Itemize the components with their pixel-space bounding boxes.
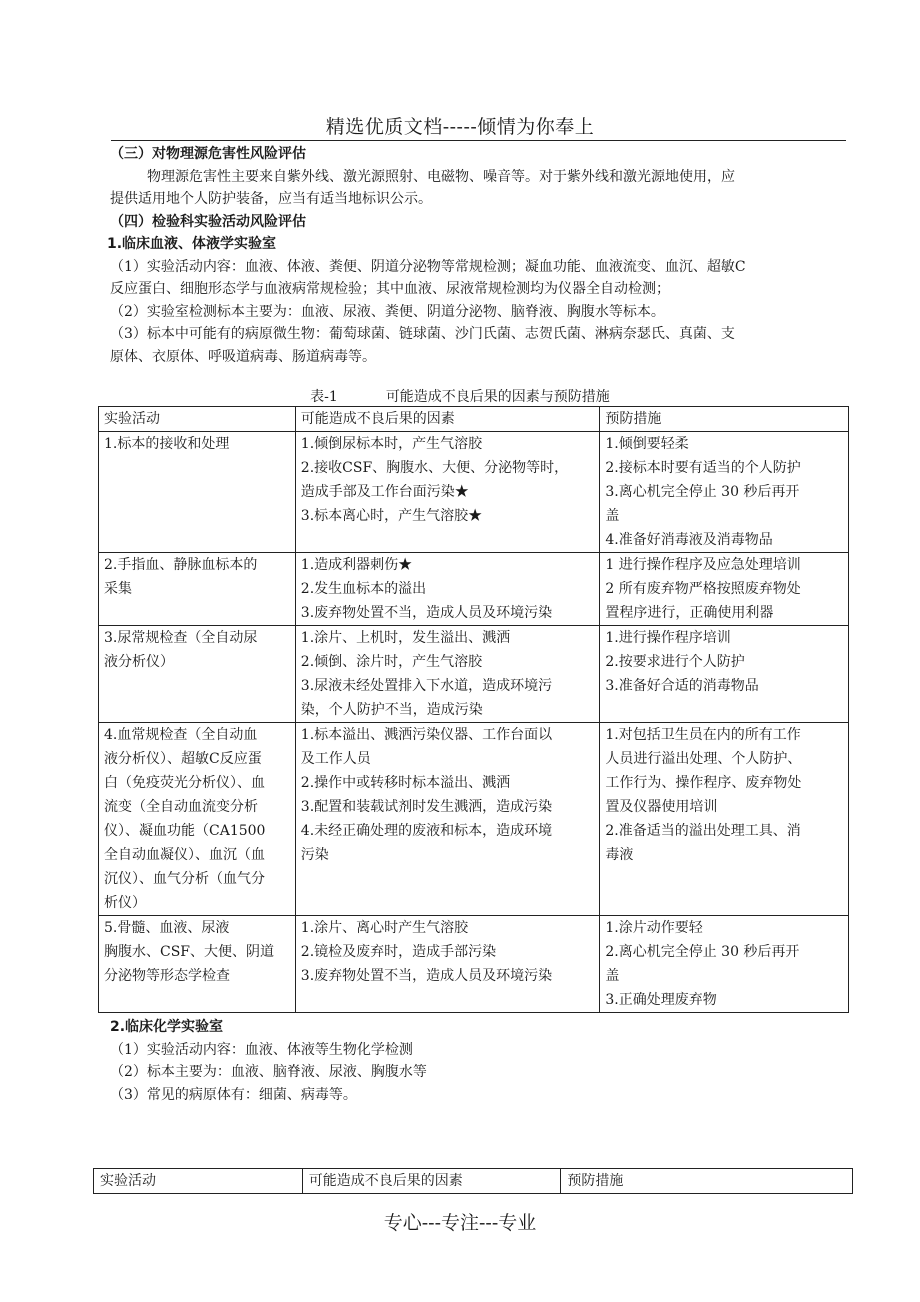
cell-line: 1.涂片、离心时产生气溶胶 — [300, 920, 469, 936]
cell-line: 胸腹水、CSF、大便、阴道 — [104, 944, 275, 960]
cell-line: 分泌物等形态学检查 — [104, 968, 230, 984]
cell-line: 1.标本的接收和处理 — [104, 436, 230, 452]
measures-cell — [600, 723, 849, 916]
cell-line: 2.按要求进行个人防护 — [605, 654, 745, 670]
risk-table — [98, 406, 849, 1013]
activity-cell — [99, 553, 296, 626]
cell-line: 人员进行溢出处理、个人防护、 — [605, 751, 802, 767]
chemistry-table — [93, 1168, 853, 1194]
activity-cell — [99, 432, 296, 553]
cell-line: 2.准备适当的溢出处理工具、消 — [605, 823, 801, 839]
chem-item1: （1）实验活动内容：血液、体液等生物化学检测 — [110, 1041, 413, 1058]
cell-line: 4.血常规检查（全自动血 — [104, 727, 258, 743]
cell-line: 1.进行操作程序培训 — [605, 630, 731, 646]
page-header-title: 精选优质文档-----倾情为你奉上 — [325, 116, 595, 138]
cell-line: 及工作人员 — [300, 751, 371, 767]
cell-line: 1.倾倒尿标本时，产生气溶胶 — [300, 436, 483, 452]
table2-header-row — [94, 1169, 853, 1194]
cell-line: 置程序进行，正确使用利器 — [605, 605, 774, 621]
cell-line: 1.对包括卫生员在内的所有工作 — [605, 727, 801, 743]
table-row — [99, 723, 849, 916]
cell-line: 1.造成利器刺伤★ — [300, 557, 413, 573]
cell-line: 2.发生血标本的溢出 — [300, 581, 427, 597]
cell-line: 毒液 — [605, 847, 634, 863]
header-factors: 可能造成不良后果的因素 — [295, 407, 600, 432]
cell-line: 液分析仪） — [104, 654, 174, 670]
subsection1-heading: 1.临床血液、体液学实验室 — [107, 236, 277, 252]
main-content — [107, 143, 850, 368]
cell-line: 4.未经正确处理的废液和标本，造成环境 — [300, 823, 553, 839]
factors-cell — [295, 553, 600, 626]
cell-line: 2.倾倒、涂片时，产生气溶胶 — [300, 654, 483, 670]
header-rule — [111, 140, 846, 141]
section3-paragraph-line2: 提供适用地个人防护装备，应当有适当地标识公示。 — [110, 191, 432, 207]
cell-line: 1 进行操作程序及应急处理培训 — [605, 557, 801, 573]
factors-cell — [295, 626, 600, 723]
header-activity: 实验活动 — [99, 407, 296, 432]
cell-line: 3.准备好合适的消毒物品 — [605, 678, 759, 694]
cell-line: 污染 — [300, 847, 329, 863]
item1-line1: （1）实验活动内容：血液、体液、粪便、阴道分泌物等常规检测；凝血功能、血液流变、血沉、超敏C — [110, 258, 746, 275]
table-header-row — [99, 407, 849, 432]
chemistry-section — [110, 1016, 850, 1106]
table-row — [99, 432, 849, 553]
cell-line: 2.接标本时要有适当的个人防护 — [605, 460, 801, 476]
cell-line: 液分析仪）、超敏C反应蛋 — [104, 751, 262, 767]
measures-cell — [600, 432, 849, 553]
cell-line: 3.配置和装载试剂时发生溅洒，造成污染 — [300, 799, 553, 815]
cell-line: 2.接收CSF、胸腹水、大便、分泌物等时， — [300, 460, 569, 476]
measures-cell — [600, 916, 849, 1013]
cell-line: 全自动血凝仪）、血沉（血 — [104, 847, 265, 863]
table2-header-measures: 预防措施 — [561, 1169, 853, 1194]
cell-line: 5.骨髓、血液、尿液 — [104, 920, 230, 936]
cell-line: 工作行为、操作程序、废弃物处 — [605, 775, 802, 791]
cell-line: 3.标本离心时，产生气溶胶★ — [300, 508, 483, 524]
section3-paragraph-line1: 物理源危害性主要来自紫外线、激光源照射、电磁物、噪音等。对于紫外线和激光源地使用，应 — [147, 168, 735, 185]
cell-line: 1.倾倒要轻柔 — [605, 436, 689, 452]
cell-line: 析仪） — [104, 895, 146, 911]
cell-line: 2 所有废弃物严格按照废弃物处 — [605, 581, 801, 597]
cell-line: 造成手部及工作台面污染★ — [300, 484, 469, 500]
cell-line: 盖 — [605, 968, 620, 984]
cell-line: 4.准备好消毒液及消毒物品 — [605, 532, 773, 548]
factors-cell — [295, 916, 600, 1013]
cell-line: 2.手指血、静脉血标本的 — [104, 557, 258, 573]
item3-line1: （3）标本中可能有的病原微生物：葡萄球菌、链球菌、沙门氏菌、志贺氏菌、淋病奈瑟氏、真菌、支 — [110, 326, 735, 342]
table2-header-activity: 实验活动 — [94, 1169, 303, 1194]
table-row — [99, 553, 849, 626]
cell-line: 1.涂片、上机时，发生溢出、溅洒 — [300, 630, 511, 646]
activity-cell — [99, 916, 296, 1013]
subsection2-heading: 2.临床化学实验室 — [110, 1019, 224, 1035]
table1-caption — [0, 386, 920, 406]
cell-line: 置及仪器使用培训 — [605, 799, 718, 815]
chem-item2: （2）标本主要为：血液、脑脊液、尿液、胸腹水等 — [110, 1064, 427, 1080]
cell-line: 仪）、凝血功能（CA1500 — [104, 823, 266, 839]
item1-line2: 反应蛋白、细胞形态学与血液病常规检验；其中血液、尿液常规检测均为仪器全自动检测； — [110, 281, 670, 297]
table-row — [99, 916, 849, 1013]
factors-cell — [295, 723, 600, 916]
cell-line: 2.操作中或转移时标本溢出、溅洒 — [300, 775, 511, 791]
table-row — [99, 626, 849, 723]
cell-line: 染，个人防护不当，造成污染 — [300, 702, 483, 718]
table2-header-factors: 可能造成不良后果的因素 — [302, 1169, 561, 1194]
cell-line: 1.标本溢出、溅洒污染仪器、工作台面以 — [300, 727, 553, 743]
factors-cell — [295, 432, 600, 553]
measures-cell — [600, 553, 849, 626]
table1-caption-number: 表-1 — [310, 389, 338, 405]
cell-line: 1.涂片动作要轻 — [605, 920, 703, 936]
cell-line: 盖 — [605, 508, 620, 524]
cell-line: 白（免疫荧光分析仪）、血 — [104, 775, 265, 791]
cell-line: 3.尿常规检查（全自动尿 — [104, 630, 258, 646]
activity-cell — [99, 626, 296, 723]
cell-line: 2.离心机完全停止 30 秒后再开 — [605, 944, 800, 960]
cell-line: 3.废弃物处置不当，造成人员及环境污染 — [300, 605, 553, 621]
header-measures: 预防措施 — [600, 407, 849, 432]
measures-cell — [600, 626, 849, 723]
section3-heading: （三）对物理源危害性风险评估 — [110, 146, 306, 162]
cell-line: 3.废弃物处置不当，造成人员及环境污染 — [300, 968, 553, 984]
cell-line: 2.镜检及废弃时，造成手部污染 — [300, 944, 497, 960]
section4-heading: （四）检验科实验活动风险评估 — [110, 213, 306, 230]
item2: （2）实验室检测标本主要为：血液、尿液、粪便、阴道分泌物、脑脊液、胸腹水等标本。 — [110, 303, 665, 320]
item3-line2: 原体、衣原体、呼吸道病毒、肠道病毒等。 — [110, 348, 376, 365]
cell-line: 采集 — [104, 581, 132, 597]
cell-line: 流变（全自动血流变分析 — [104, 799, 258, 815]
cell-line: 3.尿液未经处置排入下水道，造成环境污 — [300, 678, 553, 694]
cell-line: 沉仪）、血气分析（血气分 — [104, 871, 265, 887]
activity-cell — [99, 723, 296, 916]
chem-item3: （3）常见的病原体有：细菌、病毒等。 — [110, 1086, 357, 1103]
cell-line: 3.离心机完全停止 30 秒后再开 — [605, 484, 800, 500]
page-footer: 专心---专注---专业 — [383, 1212, 537, 1234]
table1-caption-text: 可能造成不良后果的因素与预防措施 — [385, 389, 610, 405]
cell-line: 3.正确处理废弃物 — [605, 992, 717, 1008]
